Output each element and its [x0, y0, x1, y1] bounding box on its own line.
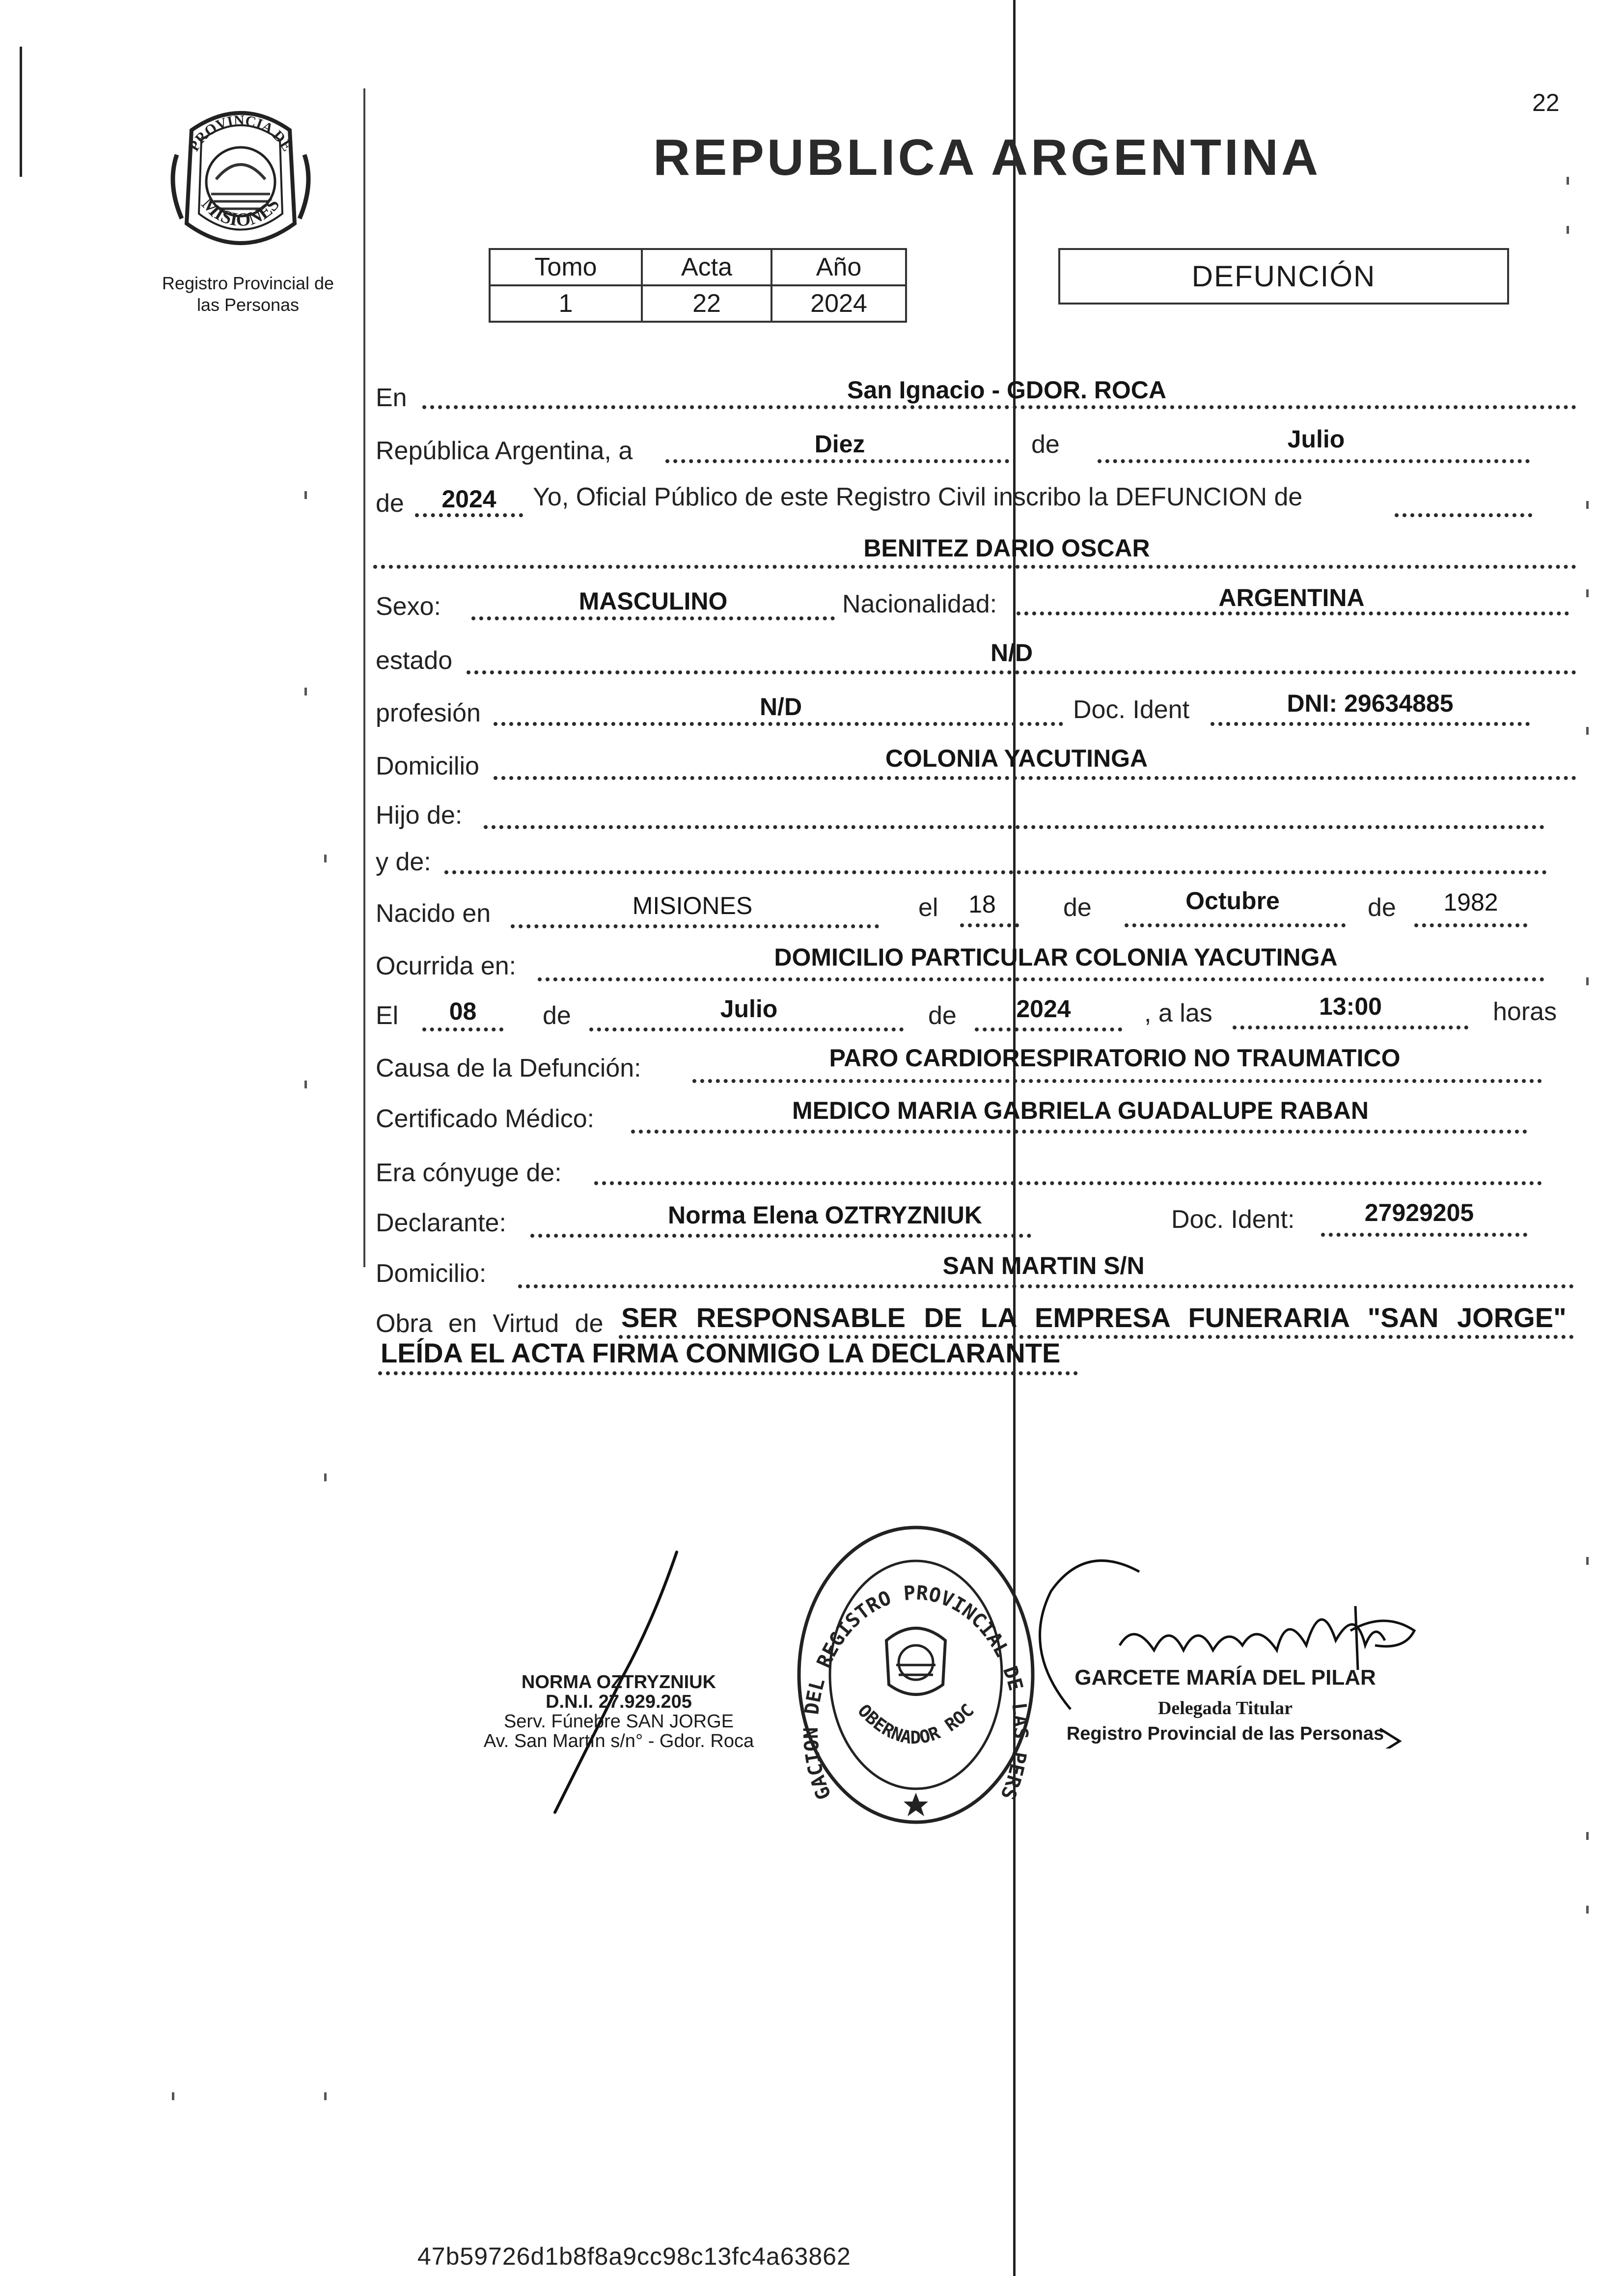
record-type-box: DEFUNCIÓN [1058, 248, 1509, 305]
born-year-value: 1982 [1443, 888, 1498, 916]
tomo-header: Tomo [490, 249, 642, 285]
fold-line [1013, 0, 1016, 2276]
officer-stamp [1048, 1665, 1402, 1747]
scan-speck [304, 688, 307, 695]
cause-label: Causa de la Defunción: [376, 1054, 641, 1082]
de-label-1: de [1031, 430, 1060, 459]
certificate-value: MEDICO MARIA GABRIELA GUADALUPE RABAN [792, 1097, 1369, 1124]
acta-value: 22 [642, 285, 771, 322]
scan-speck [1567, 226, 1569, 234]
certificate-label: Certificado Médico: [376, 1105, 595, 1133]
place-label: En [376, 384, 407, 412]
scan-speck [324, 2092, 327, 2100]
nationality-value: ARGENTINA [1218, 584, 1365, 611]
scan-speck [1586, 1557, 1589, 1565]
doc-label: Doc. Ident [1073, 695, 1190, 724]
sex-label: Sexo: [376, 592, 441, 621]
anio-header: Año [771, 249, 906, 285]
death-de-label-1: de [543, 1001, 571, 1030]
sex-value: MASCULINO [578, 587, 728, 615]
born-place-value: MISIONES [632, 892, 753, 919]
page-number: 22 [1532, 89, 1560, 116]
dotted-line [484, 825, 1544, 829]
dotted-line [422, 405, 1576, 409]
civil-status-label: estado [376, 646, 453, 675]
declarant-domicile-label: Domicilio: [376, 1259, 487, 1288]
dotted-line [415, 513, 523, 517]
domicile-value: COLONIA YACUTINGA [885, 745, 1148, 772]
born-month-value: Octubre [1185, 887, 1280, 915]
death-year-value: 2024 [1016, 995, 1071, 1023]
declarant-label: Declarante: [376, 1209, 506, 1237]
death-de-label-2: de [928, 1001, 957, 1030]
dotted-line [444, 870, 1547, 874]
death-at-label: , a las [1144, 999, 1212, 1027]
dotted-line [373, 565, 1576, 569]
scan-speck [1567, 177, 1569, 185]
dotted-line [538, 977, 1544, 981]
profession-label: profesión [376, 699, 481, 727]
declarant-doc-value: 27929205 [1364, 1199, 1474, 1226]
emblem-bottom-text: MISIONES [197, 194, 284, 231]
document-hash: 47b59726d1b8f8a9cc98c13fc4a63862 [417, 2243, 851, 2270]
place-value: San Ignacio - GDOR. ROCA [847, 376, 1167, 404]
dotted-line [1233, 1026, 1468, 1029]
domicile-label: Domicilio [376, 752, 479, 780]
son-of-label: Hijo de: [376, 801, 463, 830]
declarant-stamp-line-4: Av. San Martín s/n° - Gdor. Roca [483, 1731, 754, 1751]
record-table-value-row [490, 285, 906, 322]
scan-speck [172, 2092, 174, 2100]
born-de-label-1: de [1063, 893, 1092, 922]
record-table-header-row [490, 249, 906, 285]
death-day-value: 08 [449, 998, 477, 1025]
dotted-line [1125, 923, 1346, 927]
registry-line-1: Registro Provincial de [162, 273, 334, 293]
scan-speck [324, 855, 327, 862]
scan-speck [1586, 977, 1589, 985]
svg-text:MISIONES [197, 194, 283, 230]
dotted-line [467, 670, 1576, 674]
dotted-line [960, 923, 1019, 927]
born-de-label-2: de [1368, 893, 1396, 922]
dotted-line [975, 1027, 1122, 1031]
dotted-line [518, 1284, 1574, 1288]
document-title: REPUBLICA ARGENTINA [653, 129, 1321, 186]
seal-inner-text: OBERNADOR ROC [853, 1700, 978, 1749]
declarant-stamp-line-1: NORMA OZTRYZNIUK [521, 1672, 716, 1693]
dotted-line [494, 776, 1576, 780]
deceased-name-value: BENITEZ DARIO OSCAR [863, 534, 1150, 562]
death-hours-label: horas [1493, 998, 1557, 1026]
virtue-label: Obra en Virtud de [376, 1309, 604, 1338]
scan-speck [304, 1081, 307, 1088]
emblem-top-text: PROVINCIA DE [186, 112, 296, 154]
dotted-line [594, 1181, 1542, 1185]
death-month-value: Julio [720, 995, 778, 1023]
cause-value: PARO CARDIORESPIRATORIO NO TRAUMATICO [829, 1044, 1401, 1072]
left-margin-line [20, 47, 22, 177]
registry-line-2: las Personas [196, 295, 300, 315]
officer-text: Yo, Oficial Público de este Registro Civil inscribo la DEFUNCION de [533, 483, 1303, 511]
country-label: República Argentina, a [376, 437, 633, 465]
occurred-label: Ocurrida en: [376, 952, 517, 980]
virtue-line-1: SER RESPONSABLE DE LA EMPRESA FUNERARIA "SAN JORGE" [621, 1302, 1567, 1333]
declarant-doc-label: Doc. Ident: [1171, 1205, 1295, 1234]
registry-seal [786, 1518, 1041, 1832]
officer-name: GARCETE MARÍA DEL PILAR [1074, 1665, 1376, 1690]
record-table [489, 248, 907, 323]
profession-value: N/D [759, 693, 802, 721]
born-day-value: 18 [968, 890, 996, 918]
dotted-line [1098, 459, 1530, 463]
registry-caption [140, 273, 356, 316]
dotted-line [471, 616, 835, 620]
scan-speck [1586, 1906, 1589, 1914]
de-label-2: de [376, 489, 404, 518]
seal-ring-text: GACION DEL REGISTRO PROVINCIAL DE LAS PERS [799, 1582, 1032, 1803]
scan-speck [1586, 1832, 1589, 1840]
dotted-line [665, 459, 1009, 463]
province-emblem [162, 101, 319, 258]
scan-speck [1586, 501, 1589, 509]
scan-speck [304, 491, 307, 499]
form-left-border [363, 88, 365, 1267]
occurred-place-value: DOMICILIO PARTICULAR COLONIA YACUTINGA [774, 944, 1338, 971]
dotted-line [1211, 722, 1530, 726]
dotted-line [1395, 513, 1532, 517]
virtue-line-2: LEÍDA EL ACTA FIRMA CONMIGO LA DECLARANTE [381, 1337, 1061, 1368]
born-label: Nacido en [376, 899, 491, 928]
tomo-value: 1 [490, 285, 642, 322]
civil-status-value: N/D [990, 639, 1033, 666]
doc-value: DNI: 29634885 [1287, 690, 1454, 717]
nationality-label: Nacionalidad: [842, 590, 997, 618]
dotted-line [1414, 923, 1527, 927]
and-of-label: y de: [376, 848, 431, 876]
dotted-line [378, 1371, 1078, 1375]
declarant-stamp-line-3: Serv. Fúnebre SAN JORGE [503, 1711, 734, 1732]
declarant-stamp-line-2: D.N.I. 27.929.205 [546, 1692, 692, 1712]
declarant-stamp [442, 1672, 796, 1751]
day-text-value: Diez [814, 430, 865, 458]
officer-role: Delegada Titular [1157, 1698, 1293, 1719]
month-value: Julio [1287, 425, 1345, 453]
declarant-value: Norma Elena OZTRYZNIUK [668, 1201, 982, 1229]
dotted-line [494, 722, 1063, 726]
born-el-label: el [918, 893, 938, 922]
scan-speck [1586, 589, 1589, 597]
dotted-line [422, 1027, 503, 1031]
death-time-value: 13:00 [1319, 993, 1382, 1020]
officer-org: Registro Provincial de las Personas [1066, 1723, 1384, 1744]
year-value: 2024 [441, 485, 496, 513]
dotted-line [1321, 1233, 1527, 1237]
scan-speck [324, 1473, 327, 1481]
dotted-line [530, 1234, 1031, 1238]
dotted-line [511, 924, 879, 928]
dotted-line [589, 1027, 904, 1031]
dotted-line [631, 1130, 1527, 1134]
anio-value: 2024 [771, 285, 906, 322]
dotted-line [692, 1079, 1542, 1083]
dotted-line [1017, 611, 1569, 615]
acta-header: Acta [642, 249, 771, 285]
spouse-label: Era cónyuge de: [376, 1159, 562, 1187]
declarant-domicile-value: SAN MARTIN S/N [942, 1252, 1145, 1279]
scan-speck [1586, 727, 1589, 735]
death-el-label: El [376, 1001, 399, 1030]
